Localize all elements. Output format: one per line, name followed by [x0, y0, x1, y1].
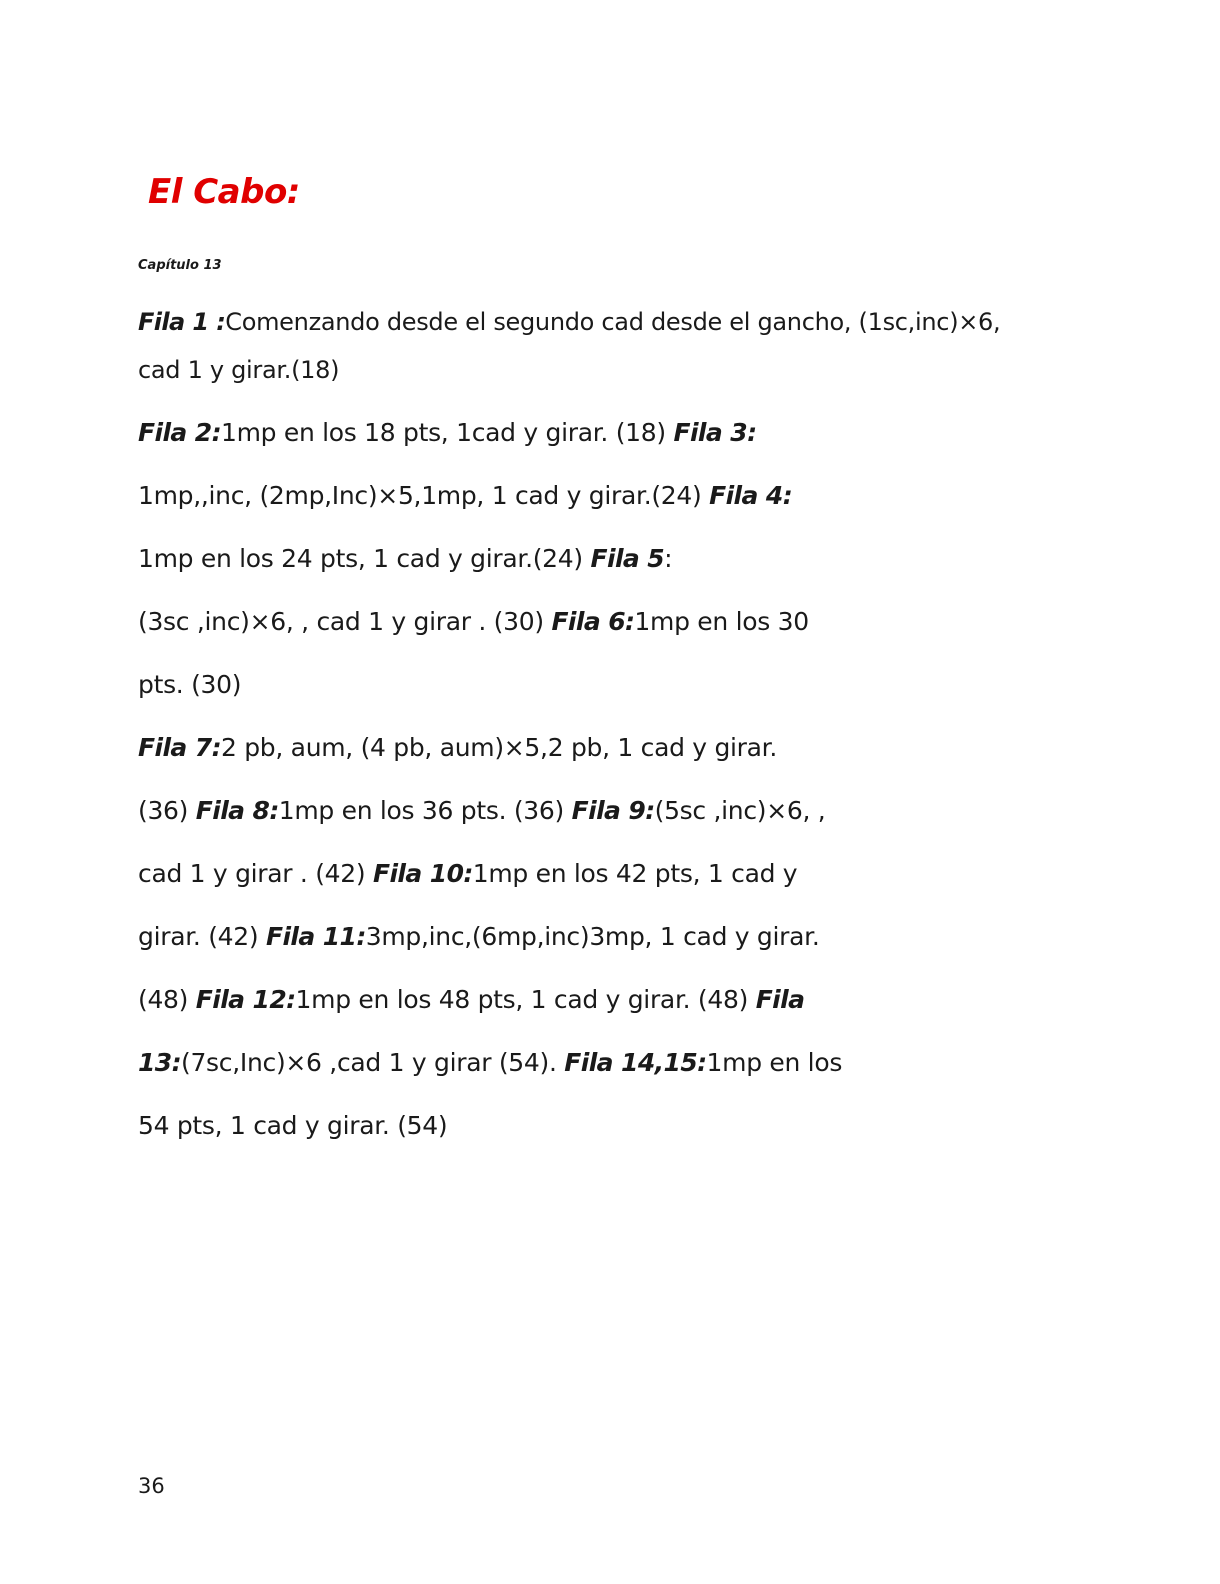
row-label: Fila 2:	[138, 418, 221, 447]
row-text: 2 pb, aum, (4 pb, aum)×5,2 pb, 1 cad y girar.	[220, 733, 777, 762]
row-text: cad 1 y girar.(18)	[138, 356, 340, 384]
row-label: Fila 1 :	[138, 308, 226, 336]
row-label: Fila	[755, 985, 805, 1014]
row-label: Fila 4:	[709, 481, 793, 510]
instruction-line	[138, 481, 792, 510]
page-number: 36	[138, 1474, 165, 1498]
row-text: 3mp,inc,(6mp,inc)3mp, 1 cad y girar.	[365, 922, 820, 951]
instruction-line	[138, 922, 819, 951]
row-text: 1mp en los 30	[634, 607, 809, 636]
instruction-line	[138, 985, 804, 1014]
section-title: El Cabo:	[148, 172, 300, 212]
row-text: 1mp,,inc, (2mp,Inc)×5,1mp, 1 cad y girar.(24)	[138, 481, 710, 510]
instruction-line	[138, 356, 339, 384]
row-text: (48)	[138, 985, 196, 1014]
instruction-line	[138, 1111, 447, 1140]
chapter-label: Capítulo 13	[138, 258, 222, 273]
row-text: girar. (42)	[138, 922, 266, 951]
instruction-line	[138, 308, 1000, 336]
row-text: (7sc,Inc)×6 ,cad 1 y girar (54).	[181, 1048, 565, 1077]
row-label: Fila 5	[590, 544, 665, 573]
row-label: Fila 3:	[673, 418, 757, 447]
row-text: pts. (30)	[138, 670, 242, 699]
instruction-line	[138, 607, 809, 636]
row-label: Fila 6:	[551, 607, 635, 636]
row-text: 54 pts, 1 cad y girar. (54)	[138, 1111, 448, 1140]
row-text: 1mp en los 18 pts, 1cad y girar. (18)	[220, 418, 674, 447]
row-label: Fila 7:	[138, 733, 221, 762]
row-text: 1mp en los 48 pts, 1 cad y girar. (48)	[295, 985, 756, 1014]
row-label: Fila 8:	[195, 796, 279, 825]
row-text: 1mp en los 42 pts, 1 cad y	[472, 859, 798, 888]
row-label: 13:	[138, 1048, 181, 1077]
row-label: Fila 12:	[195, 985, 296, 1014]
row-label: Fila 11:	[265, 922, 366, 951]
row-label: Fila 14,15:	[564, 1048, 707, 1077]
instruction-line	[138, 859, 797, 888]
row-text: (36)	[138, 796, 196, 825]
instruction-line	[138, 418, 756, 447]
instruction-line	[138, 670, 241, 699]
row-text: (3sc ,inc)×6, , cad 1 y girar . (30)	[138, 607, 552, 636]
row-text: cad 1 y girar . (42)	[138, 859, 373, 888]
instruction-line	[138, 544, 672, 573]
row-label: Fila 10:	[372, 859, 473, 888]
row-text: 1mp en los 36 pts. (36)	[278, 796, 572, 825]
row-text: (5sc ,inc)×6, ,	[654, 796, 826, 825]
row-text: :	[664, 544, 673, 573]
row-text: Comenzando desde el segundo cad desde el gancho, (1sc,inc)×6,	[225, 308, 1001, 336]
instruction-line	[138, 1048, 842, 1077]
row-label: Fila 9:	[571, 796, 655, 825]
row-text: 1mp en los 24 pts, 1 cad y girar.(24)	[138, 544, 591, 573]
row-text: 1mp en los	[706, 1048, 843, 1077]
instruction-line	[138, 733, 777, 762]
instruction-line	[138, 796, 825, 825]
